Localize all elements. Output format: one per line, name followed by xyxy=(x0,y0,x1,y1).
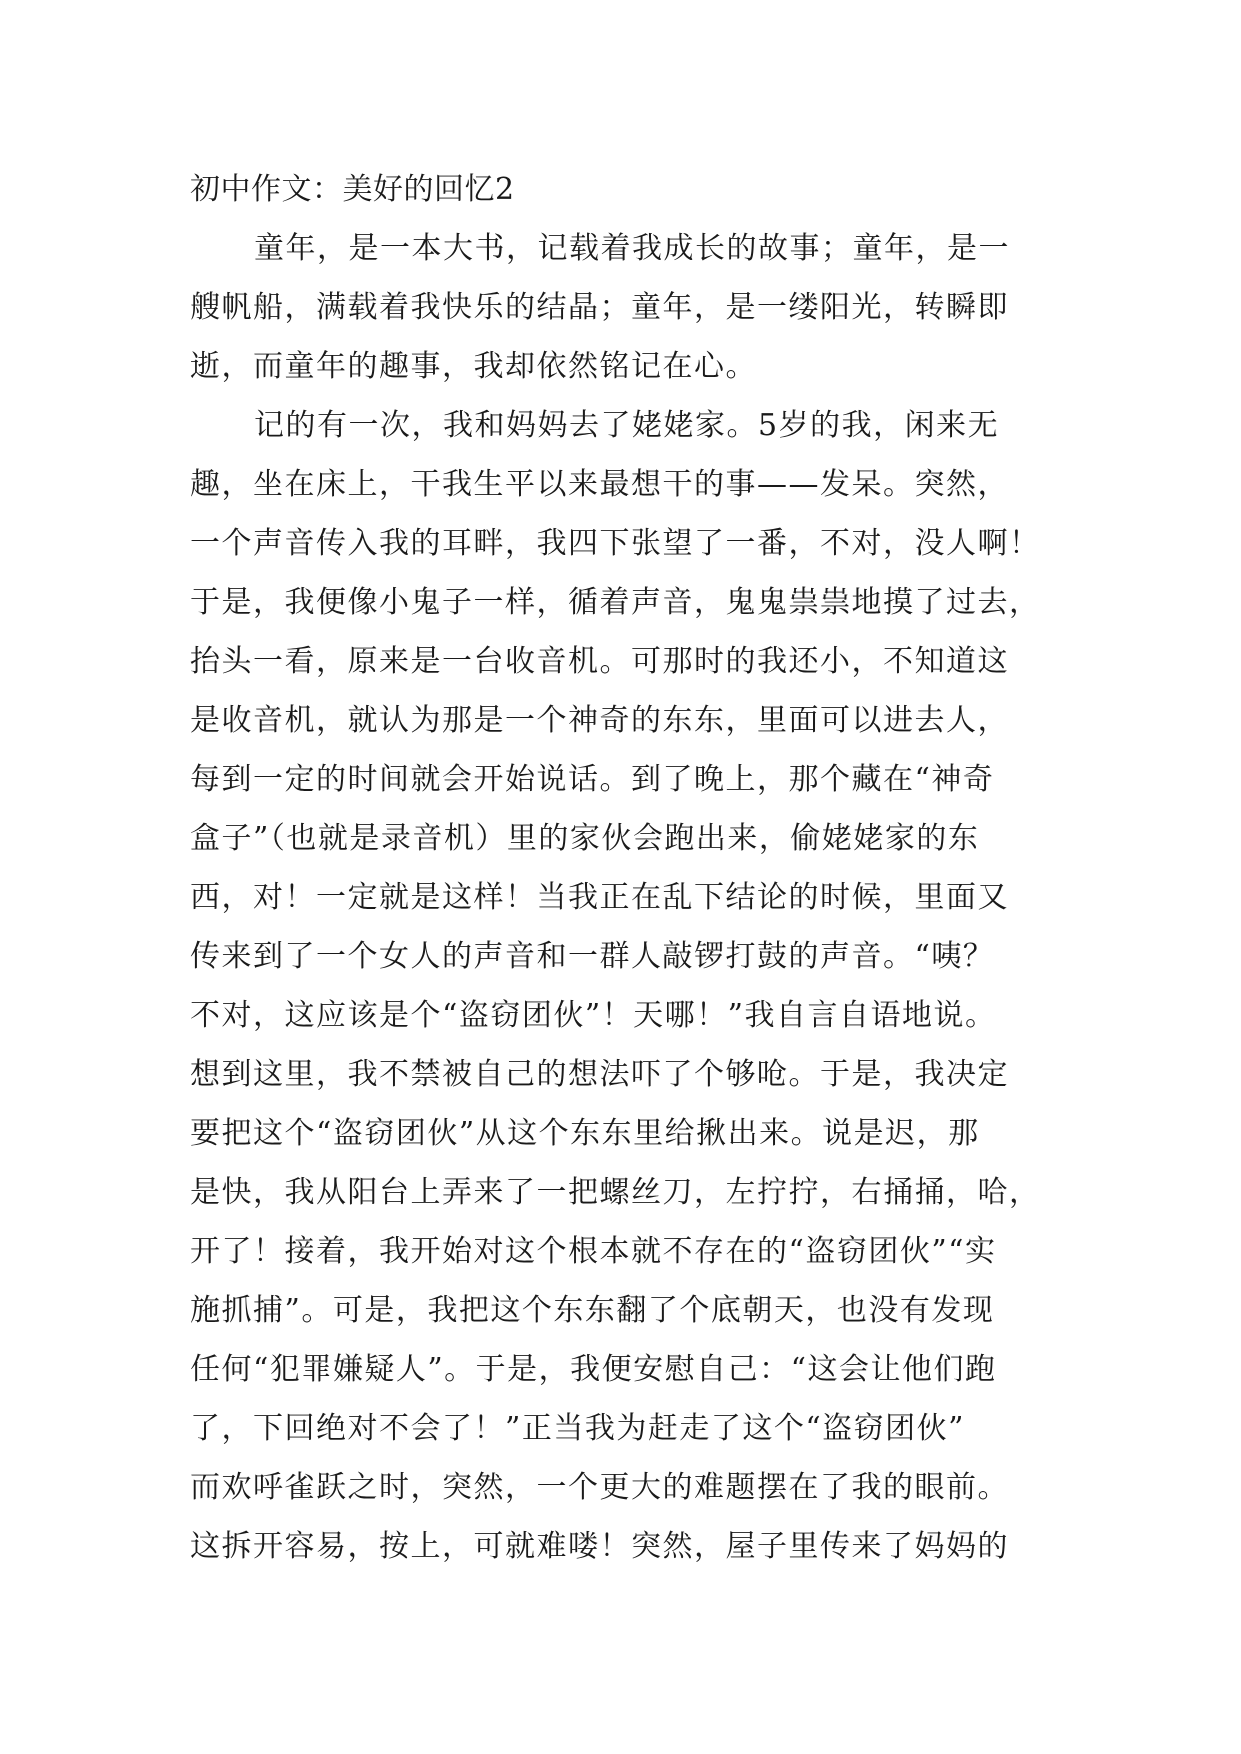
text-line: 不对，这应该是个“盗窃团伙”！天哪！”我自言自语地说。 xyxy=(190,998,997,1033)
text-line: 童年，是一本大书，记载着我成长的故事；童年，是一 xyxy=(254,231,1010,266)
text-line: 于是，我便像小鬼子一样，循着声音，鬼鬼祟祟地摸了过去， xyxy=(190,585,1041,620)
text-line: 盒子”（也就是录音机）里的家伙会跑出来，偷姥姥家的东 xyxy=(190,821,980,856)
text-line: 一个声音传入我的耳畔，我四下张望了一番，不对，没人啊！ xyxy=(190,526,1041,561)
text-line: 每到一定的时间就会开始说话。到了晚上，那个藏在“神奇 xyxy=(190,762,995,797)
text-line: 要把这个“盗窃团伙”从这个东东里给揪出来。说是迟，那 xyxy=(190,1116,980,1151)
text-line: 任何“犯罪嫌疑人”。于是，我便安慰自己：“这会让他们跑 xyxy=(190,1352,997,1387)
text-line: 传来到了一个女人的声音和一群人敲锣打鼓的声音。“咦？ xyxy=(190,939,995,974)
text-line: 西，对！一定就是这样！当我正在乱下结论的时候，里面又 xyxy=(190,880,1009,915)
text-line: 是快，我从阳台上弄来了一把螺丝刀，左拧拧，右捅捅，哈， xyxy=(190,1175,1041,1210)
text-line: 艘帆船，满载着我快乐的结晶；童年，是一缕阳光，转瞬即 xyxy=(190,290,1009,325)
text-line: 趣，坐在床上，干我生平以来最想干的事——发呆。突然， xyxy=(190,467,1009,502)
text-line: 开了！接着，我开始对这个根本就不存在的“盗窃团伙”“实 xyxy=(190,1234,997,1269)
text-line: 记的有一次，我和妈妈去了姥姥家。5岁的我，闲来无 xyxy=(254,408,1000,443)
paragraph-1 xyxy=(190,219,1060,396)
text-line: 了，下回绝对不会了！”正当我为赶走了这个“盗窃团伙” xyxy=(190,1411,966,1446)
text-line: 抬头一看，原来是一台收音机。可那时的我还小，不知道这 xyxy=(190,644,1009,679)
document-body xyxy=(190,160,1060,1576)
text-line: 逝，而童年的趣事，我却依然铭记在心。 xyxy=(190,349,757,384)
document-title: 初中作文：美好的回忆2 xyxy=(190,172,515,207)
paragraph-2 xyxy=(190,396,1060,1576)
text-line: 而欢呼雀跃之时，突然，一个更大的难题摆在了我的眼前。 xyxy=(190,1470,1009,1505)
text-line: 想到这里，我不禁被自己的想法吓了个够呛。于是，我决定 xyxy=(190,1057,1009,1092)
text-line: 是收音机，就认为那是一个神奇的东东，里面可以进去人， xyxy=(190,703,1009,738)
text-line: 这拆开容易，按上，可就难喽！突然，屋子里传来了妈妈的 xyxy=(190,1529,1009,1564)
text-line: 施抓捕”。可是，我把这个东东翻了个底朝天，也没有发现 xyxy=(190,1293,995,1328)
